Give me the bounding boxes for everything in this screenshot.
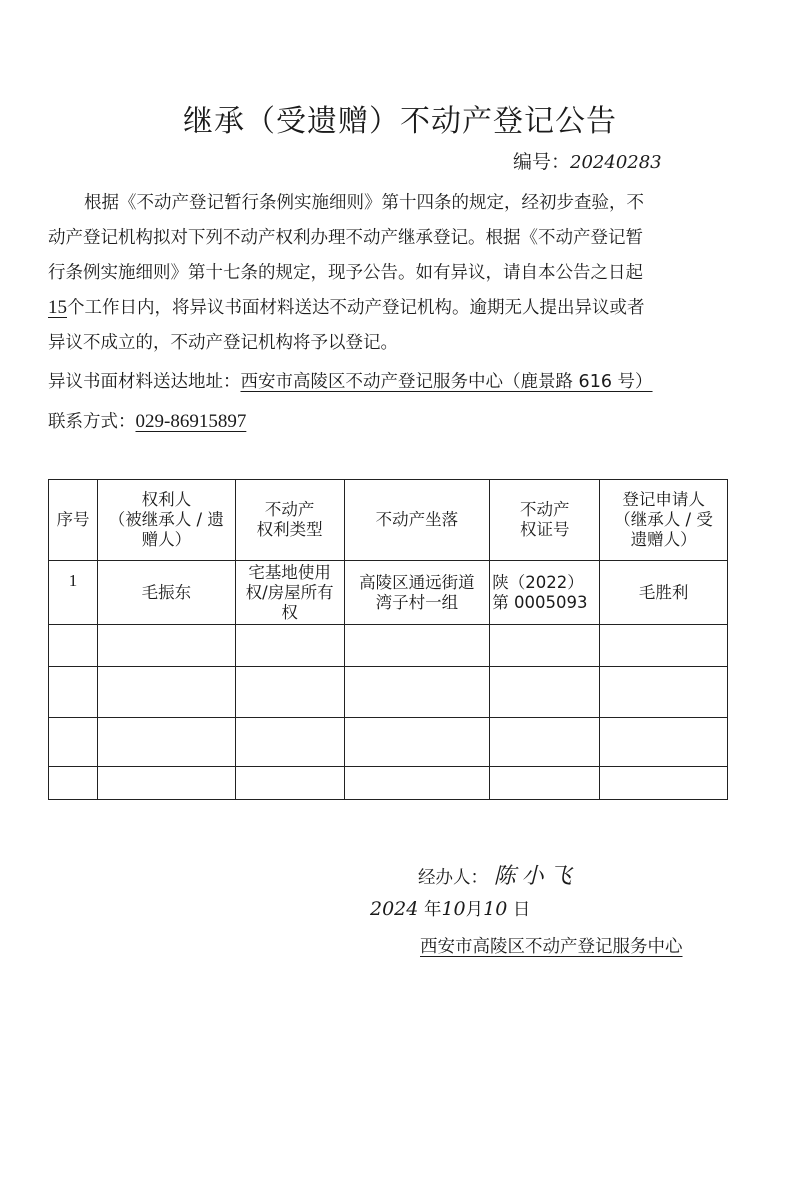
header-right-type: 不动产 权利类型 (235, 480, 344, 561)
table-row-empty (49, 718, 728, 767)
document-number-value: 20240283 (570, 152, 662, 173)
table-row-empty (49, 667, 728, 718)
table-header-row (49, 480, 728, 561)
date-month-unit: 月 (465, 900, 484, 920)
document-number-label: 编号： (513, 151, 571, 173)
issuer: 西安市高陵区不动产登记服务中心 (420, 937, 683, 957)
cell-right-type: 宅基地使用 权/房屋所有 权 (235, 561, 344, 625)
cell-index: 1 (49, 561, 98, 625)
handler-label: 经办人： (418, 868, 488, 888)
contact-line (48, 408, 246, 433)
objection-days: 15 (48, 297, 67, 318)
cell-applicant: 毛胜利 (600, 561, 728, 625)
date-day: 10 (483, 898, 508, 920)
body-line-4 (48, 294, 645, 319)
header-location: 不动产坐落 (344, 480, 490, 561)
body-line-3: 行条例实施细则》第十七条的规定，现予公告。如有异议，请自本公告之日起 (48, 263, 643, 283)
date-year: 2024 (370, 898, 419, 920)
address-label: 异议书面材料送达地址： (48, 372, 241, 392)
cell-holder: 毛振东 (97, 561, 235, 625)
body-line-2: 动产登记机构拟对下列不动产权利办理不动产继承登记。根据《不动产登记暂 (48, 228, 643, 248)
document-number (513, 147, 662, 174)
contact-value: 029-86915897 (135, 411, 247, 432)
date-year-unit: 年 (423, 900, 442, 920)
date-day-unit: 日 (512, 900, 531, 920)
registration-table (48, 479, 728, 800)
contact-label: 联系方式： (48, 412, 136, 432)
header-cert-no: 不动产 权证号 (490, 480, 600, 561)
page-title: 继承（受遗赠）不动产登记公告 (183, 104, 617, 139)
address-line (48, 368, 653, 393)
body-line-1: 根据《不动产登记暂行条例实施细则》第十四条的规定，经初步查验，不 (84, 193, 644, 213)
handler-line (418, 859, 578, 890)
cell-cert-no: 陕（2022） 第 0005093 (490, 561, 600, 625)
header-holder: 权利人 （被继承人 / 遗 赠人） (97, 480, 235, 561)
cell-location: 高陵区通远街道 湾子村一组 (344, 561, 490, 625)
date-line (370, 896, 530, 921)
address-value: 西安市高陵区不动产登记服务中心（鹿景路 616 号） (240, 372, 653, 392)
handler-signature: 陈小飞 (493, 864, 578, 889)
date-month: 10 (441, 898, 466, 920)
header-index: 序号 (49, 480, 98, 561)
body-line-5: 异议不成立的，不动产登记机构将予以登记。 (48, 333, 398, 353)
header-applicant: 登记申请人 （继承人 / 受 遗赠人） (600, 480, 728, 561)
table-row-empty (49, 767, 728, 800)
table-row (49, 561, 728, 625)
table-row-empty (49, 625, 728, 667)
body-line-4-text: 个工作日内，将异议书面材料送达不动产登记机构。逾期无人提出异议或者 (67, 298, 645, 318)
